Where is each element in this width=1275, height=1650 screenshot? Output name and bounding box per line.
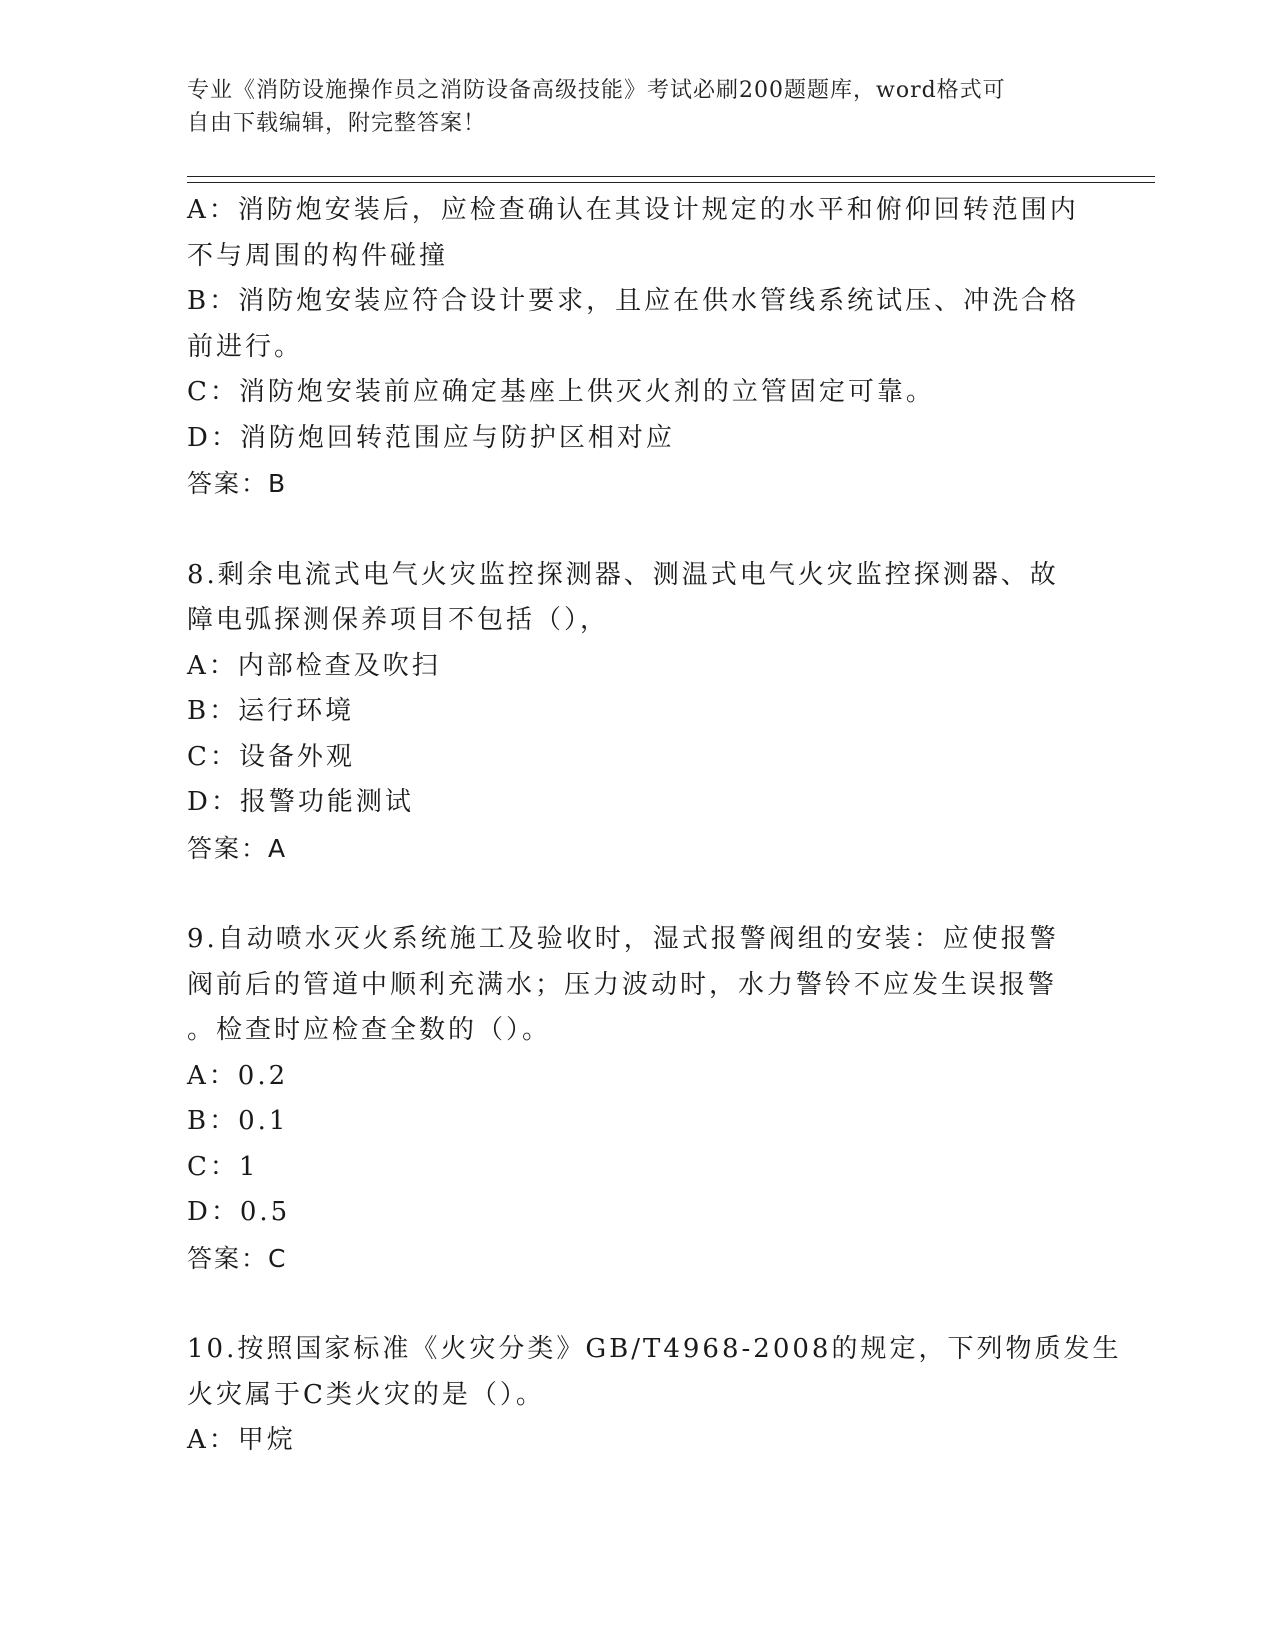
- option-a: A：甲烷: [187, 1425, 296, 1455]
- option-c: C：消防炮安装前应确定基座上供灭火剂的立管固定可靠。: [187, 377, 935, 407]
- option-b-line-1: B：消防炮安装应符合设计要求，且应在供水管线系统试压、冲洗合格: [187, 286, 1080, 316]
- answer-label: 答案：C: [187, 1243, 288, 1273]
- header-divider-top: [187, 176, 1155, 177]
- document-header: [187, 74, 1067, 140]
- option-b: B：运行环境: [187, 696, 355, 726]
- header-line-1: 专业《消防设施操作员之消防设备高级技能》考试必刷200题题库，word格式可: [187, 78, 1006, 103]
- question-8: [187, 553, 1087, 872]
- question-stem-line-1: 9.自动喷水灭火系统施工及验收时，湿式报警阀组的安装：应使报警: [187, 924, 1059, 954]
- option-c: C：1: [187, 1151, 259, 1182]
- question-stem-line-2: 火灾属于C类火灾的是（）。: [187, 1379, 545, 1410]
- answer-label: 答案：B: [187, 469, 288, 498]
- option-b-line-2: 前进行。: [187, 331, 304, 362]
- question-9: [187, 917, 1087, 1281]
- question-stem-line-3: 。检查时应检查全数的（）。: [187, 1015, 552, 1045]
- option-d: D：消防炮回转范围应与防护区相对应: [187, 422, 675, 453]
- question-stem-line-1: 10.按照国家标准《火灾分类》GB/T4968-2008的规定，下列物质发生: [187, 1334, 1122, 1364]
- question-stem-line-1: 8.剩余电流式电气火灾监控探测器、测温式电气火灾监控探测器、故: [187, 559, 1059, 590]
- header-line-2: 自由下载编辑，附完整答案！: [187, 111, 487, 136]
- option-a-line-1: A：消防炮安装后，应检查确认在其设计规定的水平和俯仰回转范围内: [187, 195, 1079, 225]
- option-a: A：0.2: [187, 1060, 289, 1091]
- option-a-line-2: 不与周围的构件碰撞: [187, 240, 449, 271]
- option-c: C：设备外观: [187, 741, 355, 772]
- spacer: [187, 507, 1087, 553]
- option-b: B：0.1: [187, 1106, 289, 1136]
- option-d: D：0.5: [187, 1197, 291, 1227]
- question-7: [187, 188, 1087, 507]
- spacer: [187, 1281, 1087, 1327]
- spacer: [187, 871, 1087, 917]
- option-d: D：报警功能测试: [187, 787, 414, 817]
- question-list: [187, 188, 1122, 1464]
- question-10: [187, 1327, 1122, 1464]
- option-a: A：内部检查及吹扫: [187, 650, 441, 681]
- header-divider-bottom: [187, 182, 1155, 183]
- answer-label: 答案：A: [187, 833, 288, 863]
- question-stem-line-2: 障电弧探测保养项目不包括（），: [187, 605, 610, 635]
- question-stem-line-2: 阀前后的管道中顺利充满水；压力波动时，水力警铃不应发生误报警: [187, 969, 1058, 1000]
